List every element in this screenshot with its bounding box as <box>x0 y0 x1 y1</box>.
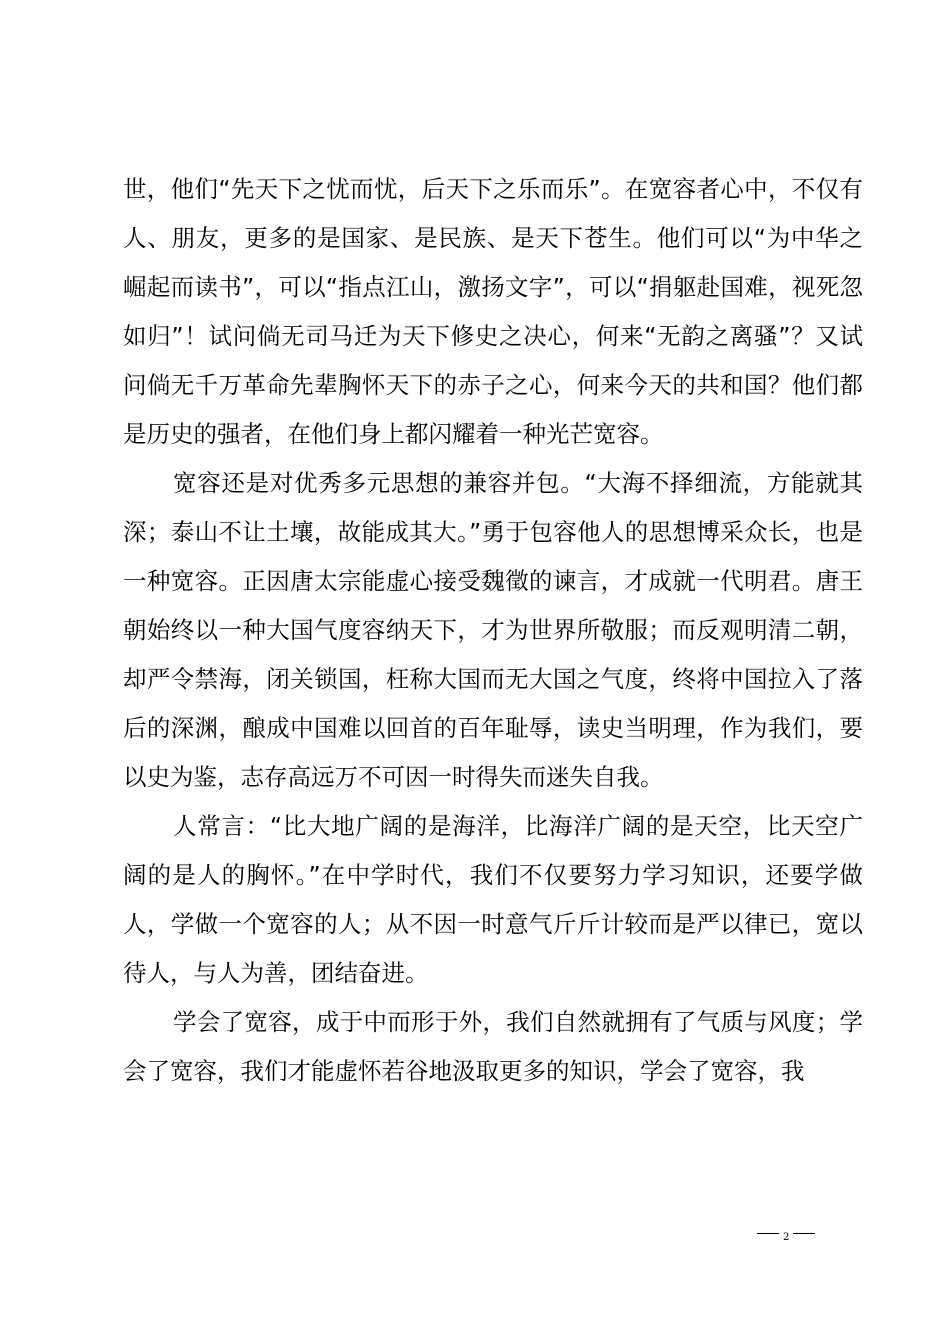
paragraph-3: 人常言：“比大地广阔的是海洋，比海洋广阔的是天空，比天空广阔的是人的胸怀。”在中学时代，我们不仅要努力学习知识，还要学做人，学做一个宽容的人；从不因一时意气斤斤计较而是严以律已，宽以待人，与人为善，团结奋进。 <box>123 812 863 987</box>
paragraph-2: 宽容还是对优秀多元思想的兼容并包。“大海不择细流，方能就其深；泰山不让土壤，故能成其大。”勇于包容他人的思想博采众长，也是一种宽容。正因唐太宗能虚心接受魏徵的谏言，才成就一代明君。唐王朝始终以一种大国气度容纳天下，才为世界所敬服；而反观明清二朝，却严令禁海，闭关锁国，枉称大国而无大国之气度，终将中国拉入了落后的深渊，酿成中国难以回首的百年耻辱，读史当明理，作为我们，要以史为鉴，志存高远万不可因一时得失而迷失自我。 <box>123 469 863 791</box>
paragraph-1: 世，他们“先天下之忧而忧，后天下之乐而乐”。在宽容者心中，不仅有人、朋友，更多的是国家、是民族、是天下苍生。他们可以“为中华之崛起而读书”，可以“指点江山，激扬文字”，可以“捐躯赴国难，视死忽如归”！试问倘无司马迁为天下修史之决心，何来“无韵之离骚”？又试问倘无千万革命先辈胸怀天下的赤子之心，何来今天的共和国？他们都是历史的强者，在他们身上都闪耀着一种光芒宽容。 <box>123 175 863 448</box>
document-body <box>123 165 863 1096</box>
footer-dash-left <box>757 1233 779 1234</box>
page-footer <box>757 1228 815 1243</box>
footer-dash-right <box>793 1233 815 1234</box>
page-number: 2 <box>783 1232 790 1243</box>
paragraph-4: 学会了宽容，成于中而形于外，我们自然就拥有了气质与风度；学会了宽容，我们才能虚怀若谷地汲取更多的知识，学会了宽容，我 <box>123 1008 863 1085</box>
